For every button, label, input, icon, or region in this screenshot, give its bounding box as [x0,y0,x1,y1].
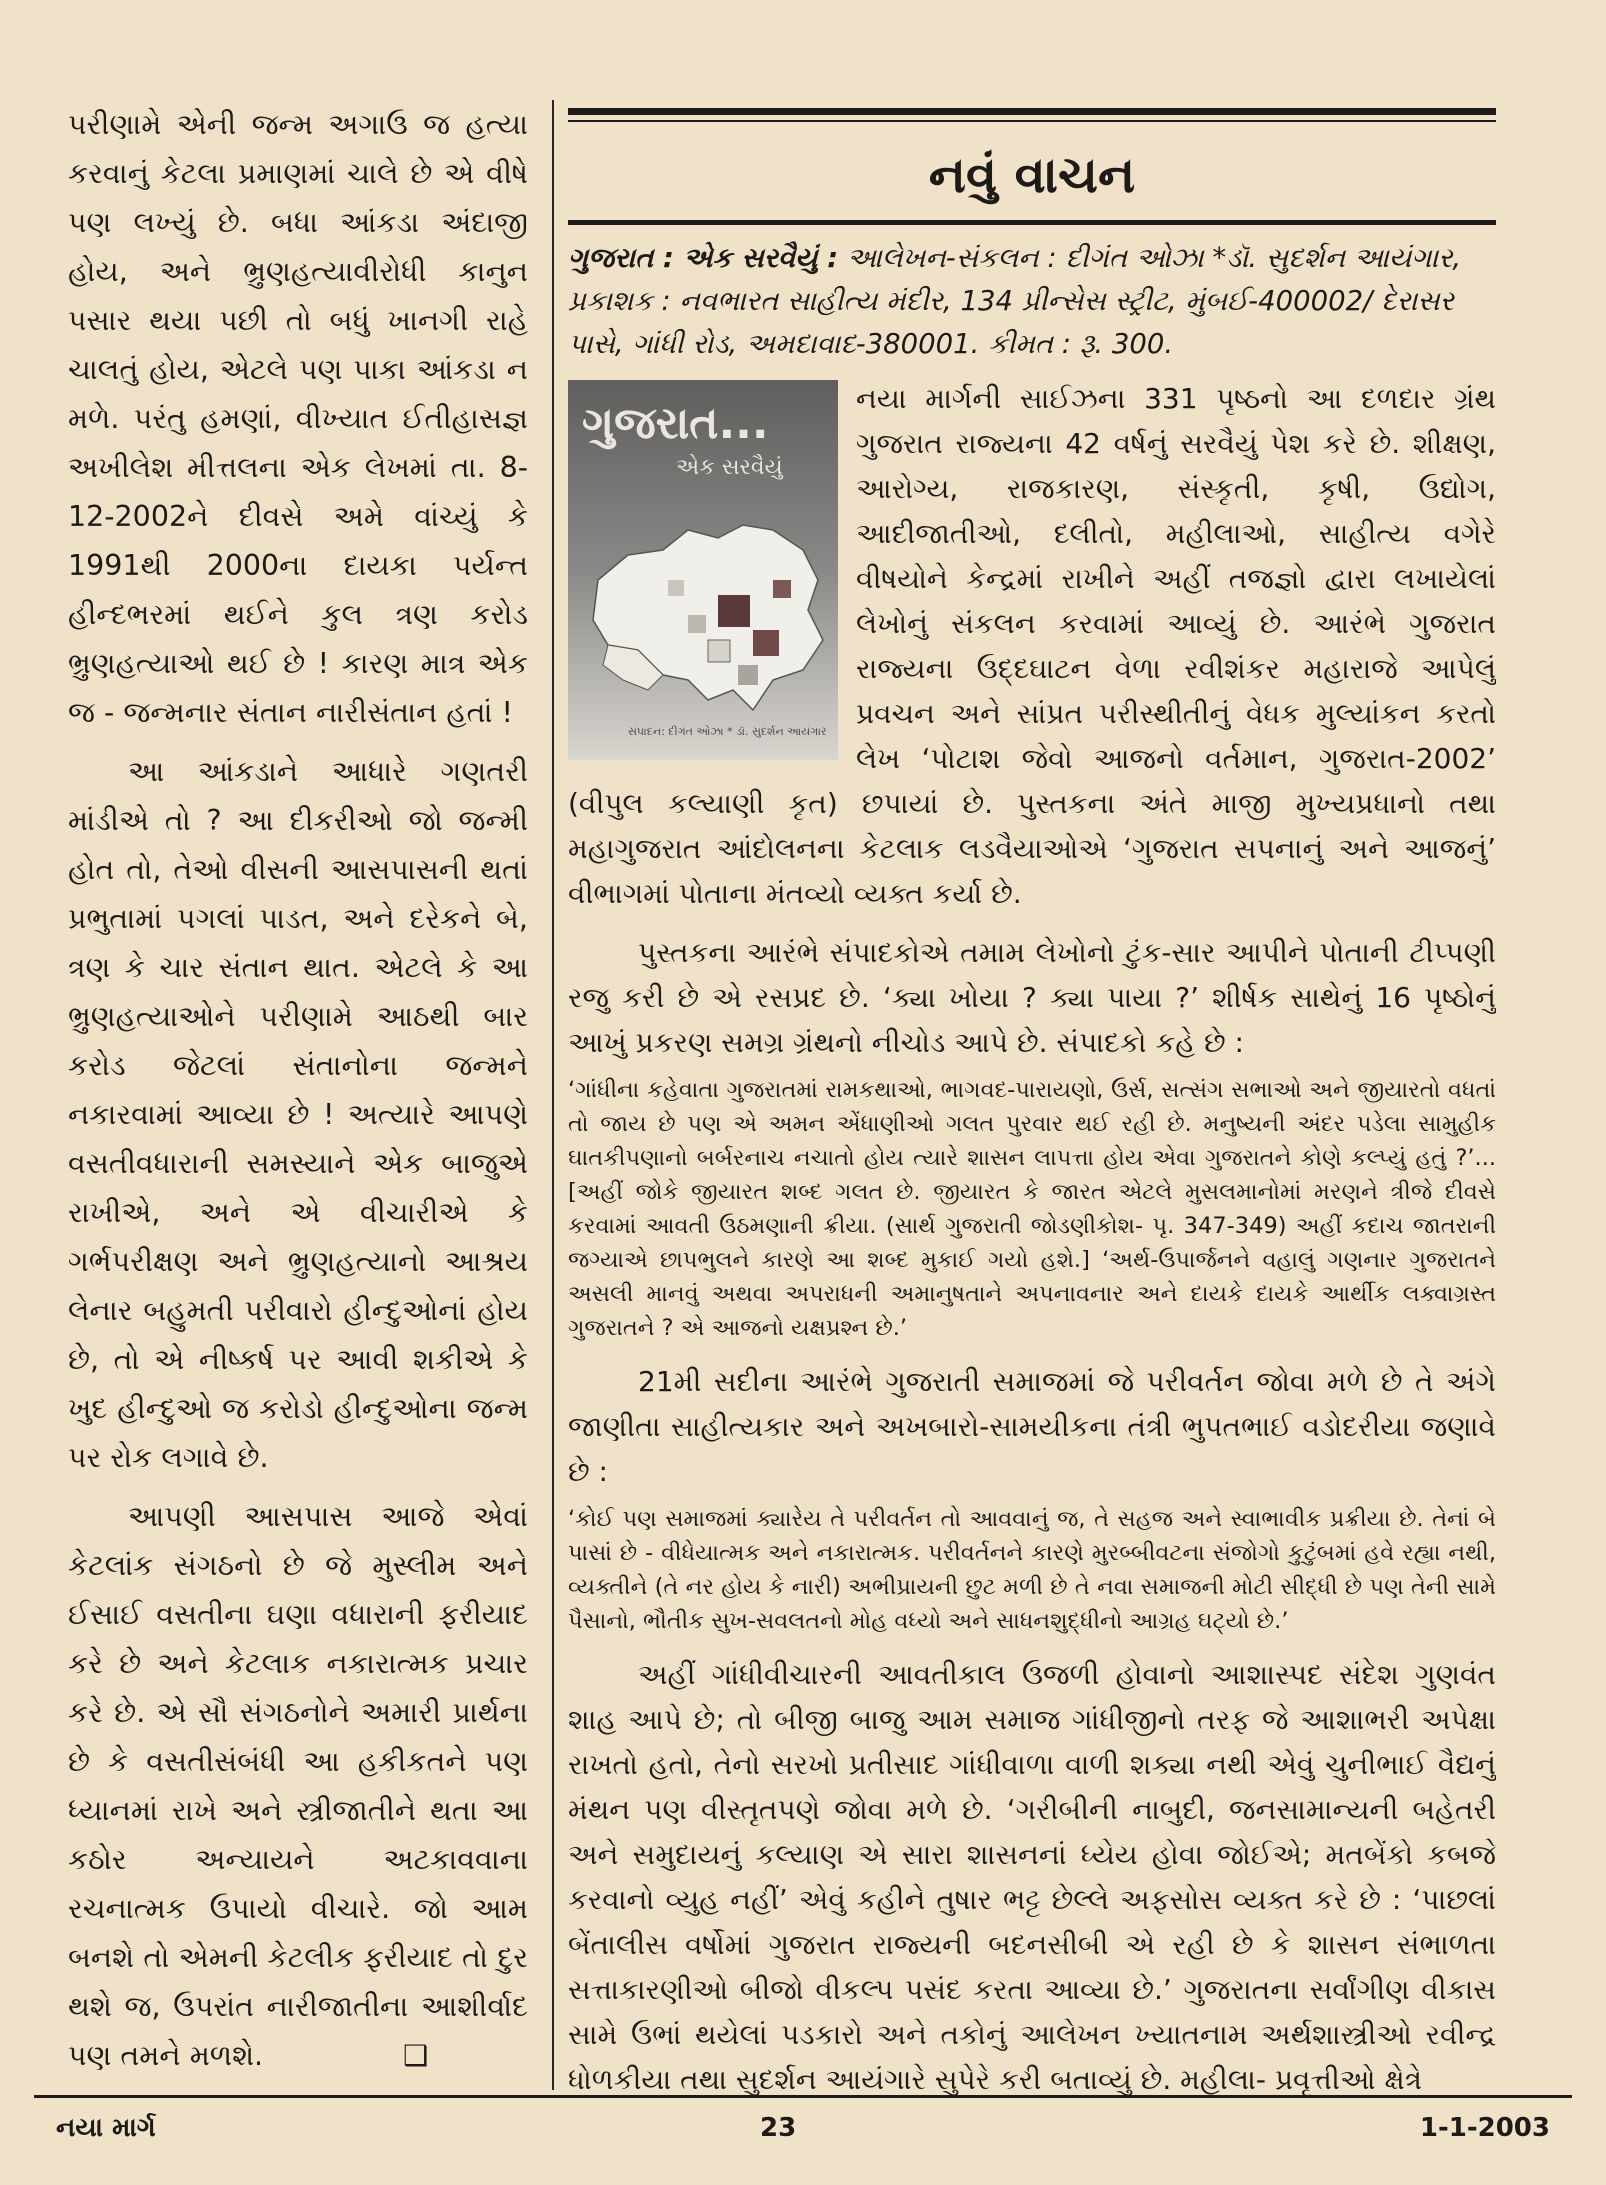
review-paragraph-3: 21મી સદીના આરંભે ગુજરાતી સમાજમાં જે પરીવર્તન જોવા મળે છે તે અંગે જાણીતા સાહીત્યકાર અને અખબારો-સામયીકના તંત્રી ભુપતભાઈ વડોદરીયા જણાવે છે : [568,1365,1496,1488]
right-column [568,100,1496,2095]
footer-publication: નયા માર્ગ [56,2113,156,2143]
footer-page-number: 23 [760,2113,797,2143]
cover-credit: સંપાદન: દીગંત ઓઝા * ડૉ. સુદર્શન આયંગાર [628,725,827,738]
footer-rule [34,2095,1572,2098]
cover-title: ગુજરાત... [582,398,769,449]
end-of-article-icon: ❑ [403,2039,429,2072]
book-bibliography [568,237,1496,366]
cover-subtitle: એક સરવૈયું [676,455,783,480]
review-quote-2: ‘કોઈ પણ સમાજમાં ક્યારેય તે પરીવર્તન તો આવવાનું જ, તે સહજ અને સ્વાભાવીક પ્રક્રીયા છે. તેનાં બે પાસાં છે - વીધેયાત્મક અને નકારાત્મક. પરીવર્તનને કારણે મુરબ્બીવટના સંજોગો કુટુંબમાં હવે રહ્યા નથી, વ્યક્તીને (તે નર હોય કે નારી) અભીપ્રાયની છુટ મળી છે તે નવા સમાજની મોટી સીદ્ધી છે પણ તેની સામે પૈસાનો, ભૌતીક સુખ-સવલતનો મોહ વધ્યો અને સાધનશુદ્ધીનો આગ્રહ ઘટ્યો છે.’ [568,1506,1496,1634]
book-title: ગુજરાત : એક સરવૈયું : [568,242,839,274]
footer-date: 1-1-2003 [1419,2113,1550,2143]
heading-top-rule [568,108,1496,115]
review-paragraph-2: પુસ્તકના આરંભે સંપાદકોએ તમામ લેખોનો ટુંક-સાર આપીને પોતાની ટીપ્પણી રજુ કરી છે એ રસપ્રદ છે. ‘ક્યા ખોયા ? ક્યા પાયા ?’ શીર્ષક સાથેનું 16 પૃષ્ઠોનું આખું પ્રકરણ સમગ્ર ગ્રંથનો નીચોડ આપે છે. સંપાદકો કહે છે : [568,936,1496,1059]
heading-bottom-rule [568,220,1496,225]
left-paragraph-3 [68,1492,528,2080]
left-paragraph-1: પરીણામે એની જન્મ અગાઉ જ હત્યા કરવાનું કેટલા પ્રમાણમાં ચાલે છે એ વીષે પણ લખ્યું છે. બધા આંકડા અંદાજી હોય, અને ભ્રુણહત્યાવીરોધી કાનુન પસાર થયા પછી તો બધું ખાનગી રાહે ચાલતું હોય, એટલે પણ પાકા આંકડા ન મળે. પરંતુ હમણાં, વીખ્યાત ઈતીહાસજ્ઞ અખીલેશ મીત્તલના એક લેખમાં તા. 8-12-2002ને દીવસે અમે વાંચ્યું કે 1991થી 2000ના દાયકા પર્યન્ત હીન્દભરમાં થઈને કુલ ત્રણ કરોડ ભ્રુણહત્યાઓ થઈ છે ! કારણ માત્ર એક જ - જન્મનાર સંતાન નારીસંતાન હતાં ! [68,108,528,729]
left-paragraph-2: આ આંકડાને આધારે ગણતરી માંડીએ તો ? આ દીકરીઓ જો જન્મી હોત તો, તેઓ વીસની આસપાસની થતાં પ્રભુતામાં પગલાં પાડત, અને દરેકને બે, ત્રણ કે ચાર સંતાન થાત. એટલે કે આ ભ્રુણહત્યાઓને પરીણામે આઠથી બાર કરોડ જેટલાં સંતાનોના જન્મને નકારવામાં આવ્યા છે ! અત્યારે આપણે વસતીવધારાની સમસ્યાને એક બાજુએ રાખીએ, અને એ વીચારીએ કે ગર્ભપરીક્ષણ અને ભ્રુણહત્યાનો આશ્રય લેનાર બહુમતી પરીવારો હીન્દુઓનાં હોય છે, તો એ નીષ્કર્ષ પર આવી શકીએ કે ખુદ હીન્દુઓ જ કરોડો હીન્દુઓના જન્મ પર રોક લગાવે છે. [68,755,528,1474]
book-cover-image [568,380,838,760]
review-paragraph-4: અહીં ગાંધીવીચારની આવતીકાલ ઉજળી હોવાનો આશાસ્પદ સંદેશ ગુણવંત શાહ આપે છે; તો બીજી બાજુ આમ સમાજ ગાંધીજીનો તરફ જે આશાભરી અપેક્ષા રાખતો હતો, તેનો સરખો પ્રતીસાદ ગાંધીવાળા વાળી શક્યા નથી એવું ચુનીભાઈ વૈદ્યનું મંથન પણ વીસ્તૃતપણે જોવા મળે છે. ‘ગરીબીની નાબુદી, જનસામાન્યની બહેતરી અને સમુદાયનું કલ્યાણ એ સારા શાસનનાં ધ્યેય હોવા જોઈએ; મતબેંકો કબજે કરવાનો વ્યુહ નહીં’ એવું કહીને તુષાર ભટ્ટ છેલ્લે અફસોસ વ્યક્ત કરે છે : ‘પાછલાં બેંતાલીસ વર્ષોમાં ગુજરાત રાજ્યની બદનસીબી એ રહી છે કે શાસન સંભાળતા સત્તાકારણીઓ બીજો વીકલ્પ પસંદ કરતા આવ્યા છે.’ ગુજરાતના સર્વાંગીણ વીકાસ સામે ઉભાં થયેલાં પડકારો અને તકોનું આલેખન ખ્યાતનામ અર્થશાસ્ત્રીઓ રવીન્દ્ર ધોળકીયા તથા સુદર્શન આયંગારે સુપેરે કરી બતાવ્યું છે. મહીલા- પ્રવૃત્તીઓ ક્ષેત્રે [568,1658,1496,2095]
book-credits: આલેખન-સંકલન : દીગંત ઓઝા *ડૉ. સુદર્શન આયંગાર, પ્રકાશક : નવભારત સાહીત્ય મંદીર, 134 પ્રીન્સેસ સ્ટ્રીટ, મુંબઈ-400002/ દેરાસર પાસે, ગાંધી રોડ, અમદાવાદ-380001. કીમત : રૂ. 300. [568,242,1462,360]
section-heading: નવું વાચન [928,146,1136,204]
heading-thin-rule [568,120,1496,122]
review-quote-1: ‘ગાંધીના કહેવાતા ગુજરાતમાં રામકથાઓ, ભાગવદ-પારાયણો, ઉર્સ, સત્સંગ સભાઓ અને જીયારતો વધતાં તો જાય છે પણ એ અમન એંધાણીઓ ગલત પુરવાર થઈ રહી છે. મનુષ્યની અંદર પડેલા સામુહીક ઘાતકીપણાનો બર્બરનાચ નચાતો હોય ત્યારે શાસન લાપત્તા હોય એવા ગુજરાતને કોણે કલ્પ્યું હતું ?’... [અહીં જોકે જીયારત શબ્દ ગલત છે. જીયારત કે જારત એટલે મુસલમાનોમાં મરણને ત્રીજે દીવસે કરવામાં આવતી ઉઠમણાની ક્રીયા. (સાર્થ ગુજરાતી જોડણીકોશ- પૃ. 347-349) અહીં કદાચ જાતરાની જગ્યાએ છાપભુલને કારણે આ શબ્દ મુકાઈ ગયો હશે.] ‘અર્થ-ઉપાર્જનને વહાલું ગણનાર ગુજરાતને અસલી માનવું અથવા અપરાધની અમાનુષતાને અપનાવનાર અને દાયકે દાયકે આર્થીક લક્વાગ્રસ્ત ગુજરાતને ? એ આજનો યક્ષપ્રશ્ન છે.’ [568,1077,1496,1341]
column-divider [552,100,554,2090]
review-paragraph-1: નયા માર્ગની સાઈઝના 331 પૃષ્ઠનો આ દળદાર ગ્રંથ ગુજરાત રાજ્યના 42 વર્ષનું સરવૈયું પેશ કરે છે. શીક્ષણ, આરોગ્ય, રાજકારણ, સંસ્કૃતી, કૃષી, ઉદ્યોગ, આદીજાતીઓ, દલીતો, મહીલાઓ, સાહીત્ય વગેરે વીષયોને કેન્દ્રમાં રાખીને અહીં તજજ્ઞો દ્વારા લખાયેલાં લેખોનું સંકલન કરવામાં આવ્યું છે. આરંભે ગુજરાત રાજ્યના ઉદ્દઘાટન વેળા રવીશંકર મહારાજે આપેલું પ્રવચન અને સાંપ્રત પરીસ્થીતીનું વેધક મુલ્યાંકન કરતો લેખ ‘પોટાશ જેવો આજનો વર્તમાન, ગુજરાત-2002’ (વીપુલ કલ્યાણી કૃત) છપાયાં છે. પુસ્તકના અંતે માજી મુખ્યપ્રધાનો તથા મહાગુજરાત આંદોલનના કેટલાક લડવૈયાઓએ ‘ગુજરાત સપનાનું અને આજનું’ વીભાગમાં પોતાના મંતવ્યો વ્યક્ત કર્યા છે. [568,382,1496,910]
left-column [68,100,528,2090]
left-paragraph-3-text: આપણી આસપાસ આજે એવાં કેટલાંક સંગઠનો છે જે મુસ્લીમ અને ઈસાઈ વસતીના ઘણા વધારાની ફરીયાદ કરે છે અને કેટલાક નકારાત્મક પ્રચાર કરે છે. એ સૌ સંગઠનોને અમારી પ્રાર્થના છે કે વસતીસંબંધી આ હકીકતને પણ ધ્યાનમાં રાખે અને સ્ત્રીજાતીને થતા આ કઠોર અન્યાયને અટકાવવાના રચનાત્મક ઉપાયો વીચારે. જો આમ બનશે તો એમની કેટલીક ફરીયાદ તો દુર થશે જ, ઉપરાંત નારીજાતીના આશીર્વાદ પણ તમને મળશે. [68,1500,528,2072]
